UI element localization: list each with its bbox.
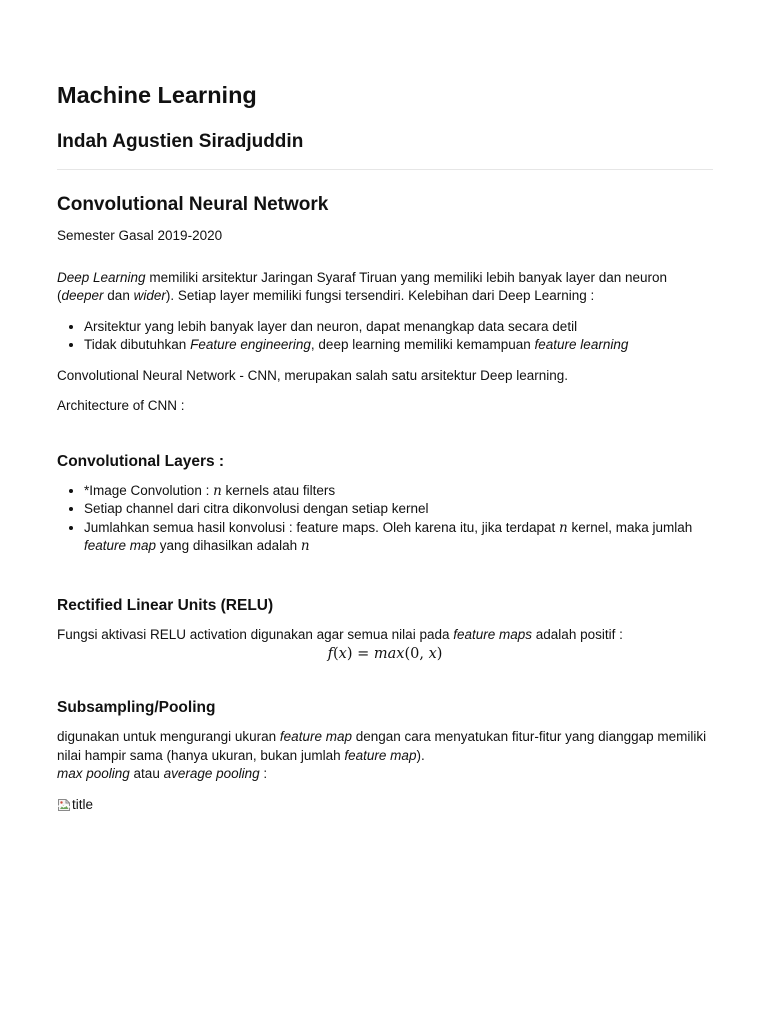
conv-item1-text-b: kernels atau filters [221, 482, 336, 498]
section-title: Convolutional Neural Network [57, 194, 329, 215]
intro-text-2: dan [103, 288, 134, 303]
conv-item3-text-b: kernel, maka jumlah [567, 519, 693, 535]
list-item: • Setiap channel dari citra dikonvolusi dengan setiap kernel [84, 500, 713, 519]
header-divider [57, 169, 713, 170]
pooling-heading: Subsampling/Pooling [57, 699, 216, 716]
intro-paragraph [57, 269, 713, 306]
formula-f: f [327, 646, 333, 662]
document-title: Machine Learning [57, 82, 257, 108]
advantage-text-b: , deep learning memiliki kemampuan [310, 337, 535, 352]
formula-paren-close: ) [346, 646, 353, 662]
intro-em-deep-learning: Deep Learning [57, 269, 146, 285]
relu-formula [57, 644, 713, 664]
intro-text-3: ). Setiap layer memiliki fungsi tersendiri. Kelebihan dari Deep Learning : [165, 288, 595, 303]
advantage-em-1: Feature engineering [190, 337, 311, 352]
pooling-text-a: digunakan untuk mengurangi ukuran [57, 729, 280, 744]
math-n: n [559, 519, 568, 536]
architecture-label: Architecture of CNN : [57, 398, 185, 413]
pooling-paragraph [57, 728, 713, 784]
advantage-em-2: feature learning [534, 337, 629, 352]
conv-layers-heading: Convolutional Layers : [57, 452, 225, 470]
intro-text-1: memiliki arsitektur Jaringan Syaraf Tiruan yang memiliki lebih banyak layer dan neuron ( [57, 269, 668, 303]
pooling-text-c: ). [416, 747, 425, 763]
pooling-em-2: feature map [344, 747, 417, 763]
relu-text-b: adalah positif : [532, 626, 623, 642]
image-alt-text: title [72, 796, 94, 812]
pooling-text-b: dengan cara menyatukan fitur-fitur yang dianggap memiliki nilai hampir sama (hanya ukuran, bukan jumlah [57, 729, 707, 763]
formula-paren-open: ( [332, 646, 339, 662]
list-item [84, 519, 713, 556]
formula-equals: = [352, 646, 374, 662]
formula-args-open: ( [404, 646, 411, 662]
conv-item3-text-c: yang dihasilkan adalah [156, 538, 301, 553]
formula-x-arg: x [428, 646, 437, 662]
math-n: n [213, 482, 222, 499]
semester-text: Semester Gasal 2019-2020 [57, 228, 223, 243]
formula-args-close: ) [436, 646, 443, 662]
conv-item3-em: feature map [84, 538, 157, 553]
pooling-text-e: : [259, 766, 268, 781]
list-item: • Arsitektur yang lebih banyak layer dan neuron, dapat menangkap data secara detil [84, 318, 713, 337]
intro-em-deeper: deeper [61, 288, 104, 303]
relu-em: feature maps [453, 626, 533, 642]
formula-zero: 0 [410, 646, 420, 662]
pooling-image [57, 796, 93, 815]
pooling-em-average: average pooling [163, 766, 260, 781]
broken-image-icon [57, 798, 71, 812]
math-n: n [300, 538, 310, 554]
formula-comma: , [419, 646, 429, 662]
relu-text-a: Fungsi aktivasi RELU activation digunakan agar semua nilai pada [57, 626, 454, 642]
relu-heading: Rectified Linear Units (RELU) [57, 596, 274, 614]
relu-paragraph [57, 626, 713, 645]
formula-max: max [373, 646, 405, 662]
intro-em-wider: wider [133, 288, 166, 303]
advantages-list [57, 318, 713, 355]
main-content [57, 192, 713, 817]
advantage-text-a: Tidak dibutuhkan [84, 337, 191, 352]
formula-x: x [338, 646, 347, 662]
conv-layers-list [57, 482, 713, 556]
list-item [84, 336, 713, 355]
author-name: Indah Agustien Siradjuddin [57, 131, 304, 152]
cnn-description: Convolutional Neural Network - CNN, merupakan salah satu arsitektur Deep learning. [57, 367, 568, 383]
pooling-text-d: atau [129, 766, 164, 781]
list-item [84, 482, 713, 501]
conv-item3-text-a: Jumlahkan semua hasil konvolusi : feature maps. Oleh karena itu, jika terdapat [84, 519, 559, 535]
pooling-em-1: feature map [279, 729, 352, 744]
conv-item1-text-a: *Image Convolution : [84, 482, 214, 498]
pooling-em-max: max pooling [57, 766, 130, 781]
